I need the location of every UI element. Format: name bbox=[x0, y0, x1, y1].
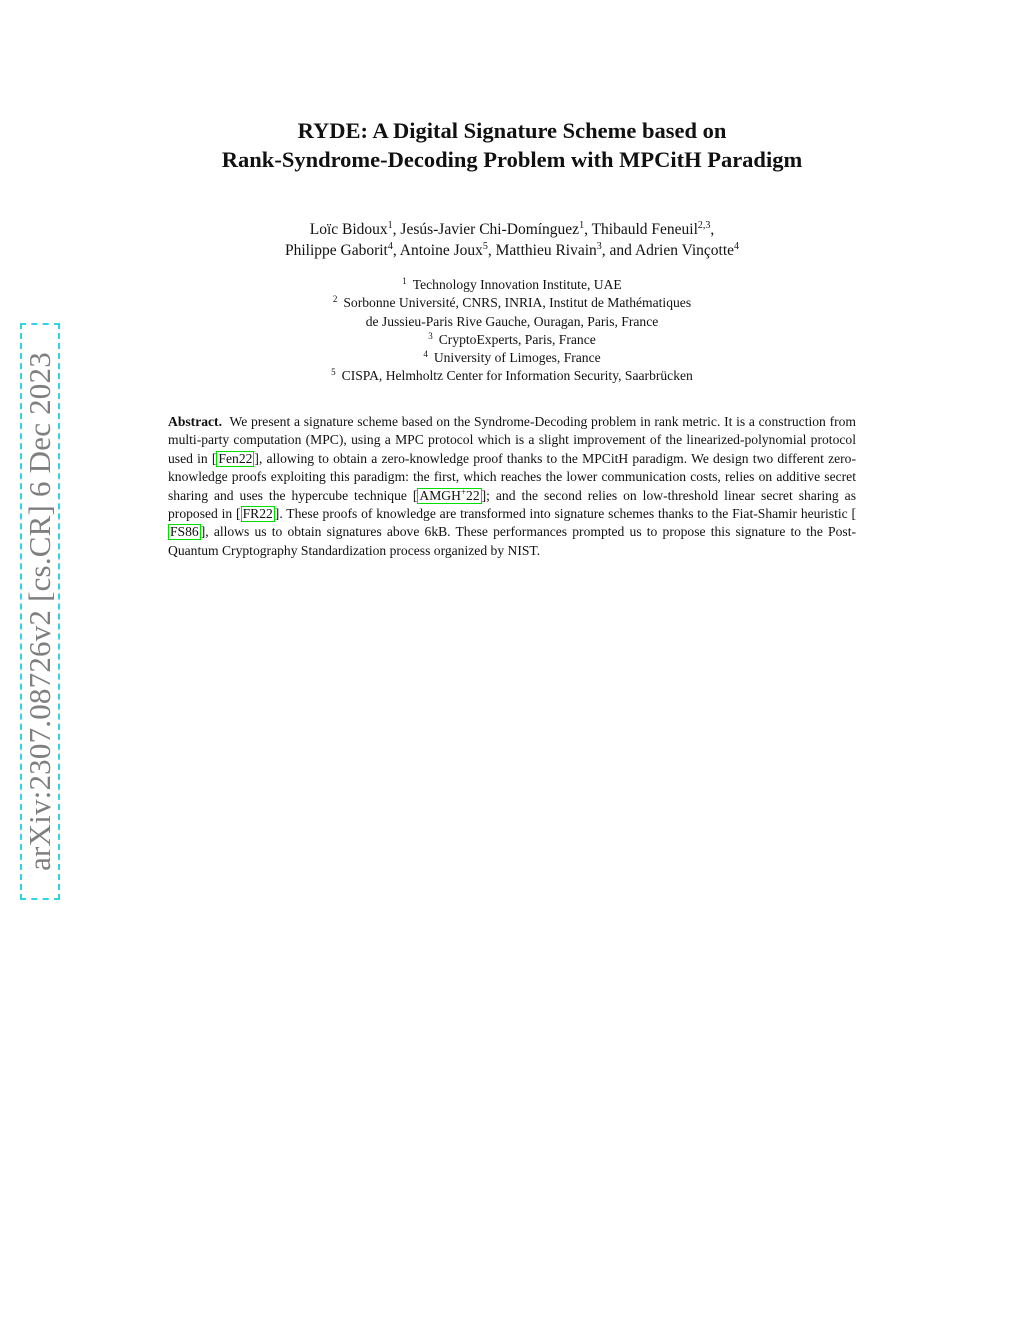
author: Loïc Bidoux$^1$, bbox=[309, 220, 401, 238]
abstract-text: ; and the second relies on low-threshold linear secret sharing as proposed in bbox=[168, 487, 856, 522]
author: Antoine Joux$^5$, bbox=[399, 240, 496, 259]
affiliation: $^5$ CISPA, Helmholtz Center for Information Security, Saarbrücken bbox=[331, 367, 693, 384]
affiliation: $^1$ Technology Innovation Institute, UAE bbox=[402, 276, 622, 292]
paper-title bbox=[150, 116, 874, 174]
abstract bbox=[168, 413, 856, 560]
affiliation: $^4$ University of Limoges, France bbox=[423, 349, 601, 366]
author: Jesús-Javier Chi-Domínguez$^1$, bbox=[400, 220, 592, 238]
citation-link-fen22[interactable]: [ Fen22 ] bbox=[211, 450, 259, 466]
citation-link-amgh22[interactable]: [ AMGH+22 ] bbox=[412, 486, 487, 503]
author: Thibauld Feneuil$^{2,3}$, bbox=[591, 220, 715, 238]
author: Adrien Vinçotte$^4$ bbox=[634, 240, 740, 259]
affiliation-list bbox=[150, 276, 874, 386]
title-line-1: RYDE: A Digital Signature Scheme based on bbox=[297, 118, 727, 143]
arxiv-identifier: arXiv:2307.08726v2 [cs.CR] 6 Dec 2023 bbox=[22, 352, 57, 871]
citation-link-fr22[interactable]: [ FR22 ] bbox=[236, 506, 280, 522]
affiliation: $^2$ Sorbonne Université, CNRS, INRIA, Institut de Mathématiques bbox=[332, 294, 692, 311]
citation-link-fs86[interactable]: [FS86 ] bbox=[170, 506, 856, 540]
abstract-text: We present a signature scheme based on the Syndrome-Decoding problem in rank metric. It is a construction from multi-party computation (MPC), using a MPC protocol which is a slight improvement of the linearized-polynomial protocol used in bbox=[168, 414, 856, 466]
author: Philippe Gaborit$^4$, bbox=[284, 240, 400, 259]
abstract-text: , allows us to obtain signatures above 6kB. These performances prompted us to propose this signature to the Post-Quantum Cryptography Standardization process organized by NIST. bbox=[168, 524, 856, 558]
affiliation: de Jussieu-Paris Rive Gauche, Ouragan, Paris, France bbox=[365, 313, 659, 329]
abstract-text: . These proofs of knowledge are transformed into signature schemes thanks to the Fiat-Shamir heuristic bbox=[279, 506, 852, 522]
abstract-text: , allowing to obtain a zero-knowledge proof thanks to the MPCitH paradigm. We design two different zero-knowledge proofs exploiting this paradigm: the first, which reaches the lower communication costs, relies on additive secret sharing and uses the hypercube technique bbox=[168, 450, 856, 503]
title-line-2: Rank-Syndrome-Decoding Problem with MPCitH Paradigm bbox=[221, 147, 803, 172]
affiliation: $^3$ CryptoExperts, Paris, France bbox=[428, 330, 596, 347]
author: Matthieu Rivain$^3$, and bbox=[495, 240, 635, 259]
abstract-heading: Abstract. bbox=[168, 414, 222, 429]
author-list bbox=[150, 220, 874, 261]
